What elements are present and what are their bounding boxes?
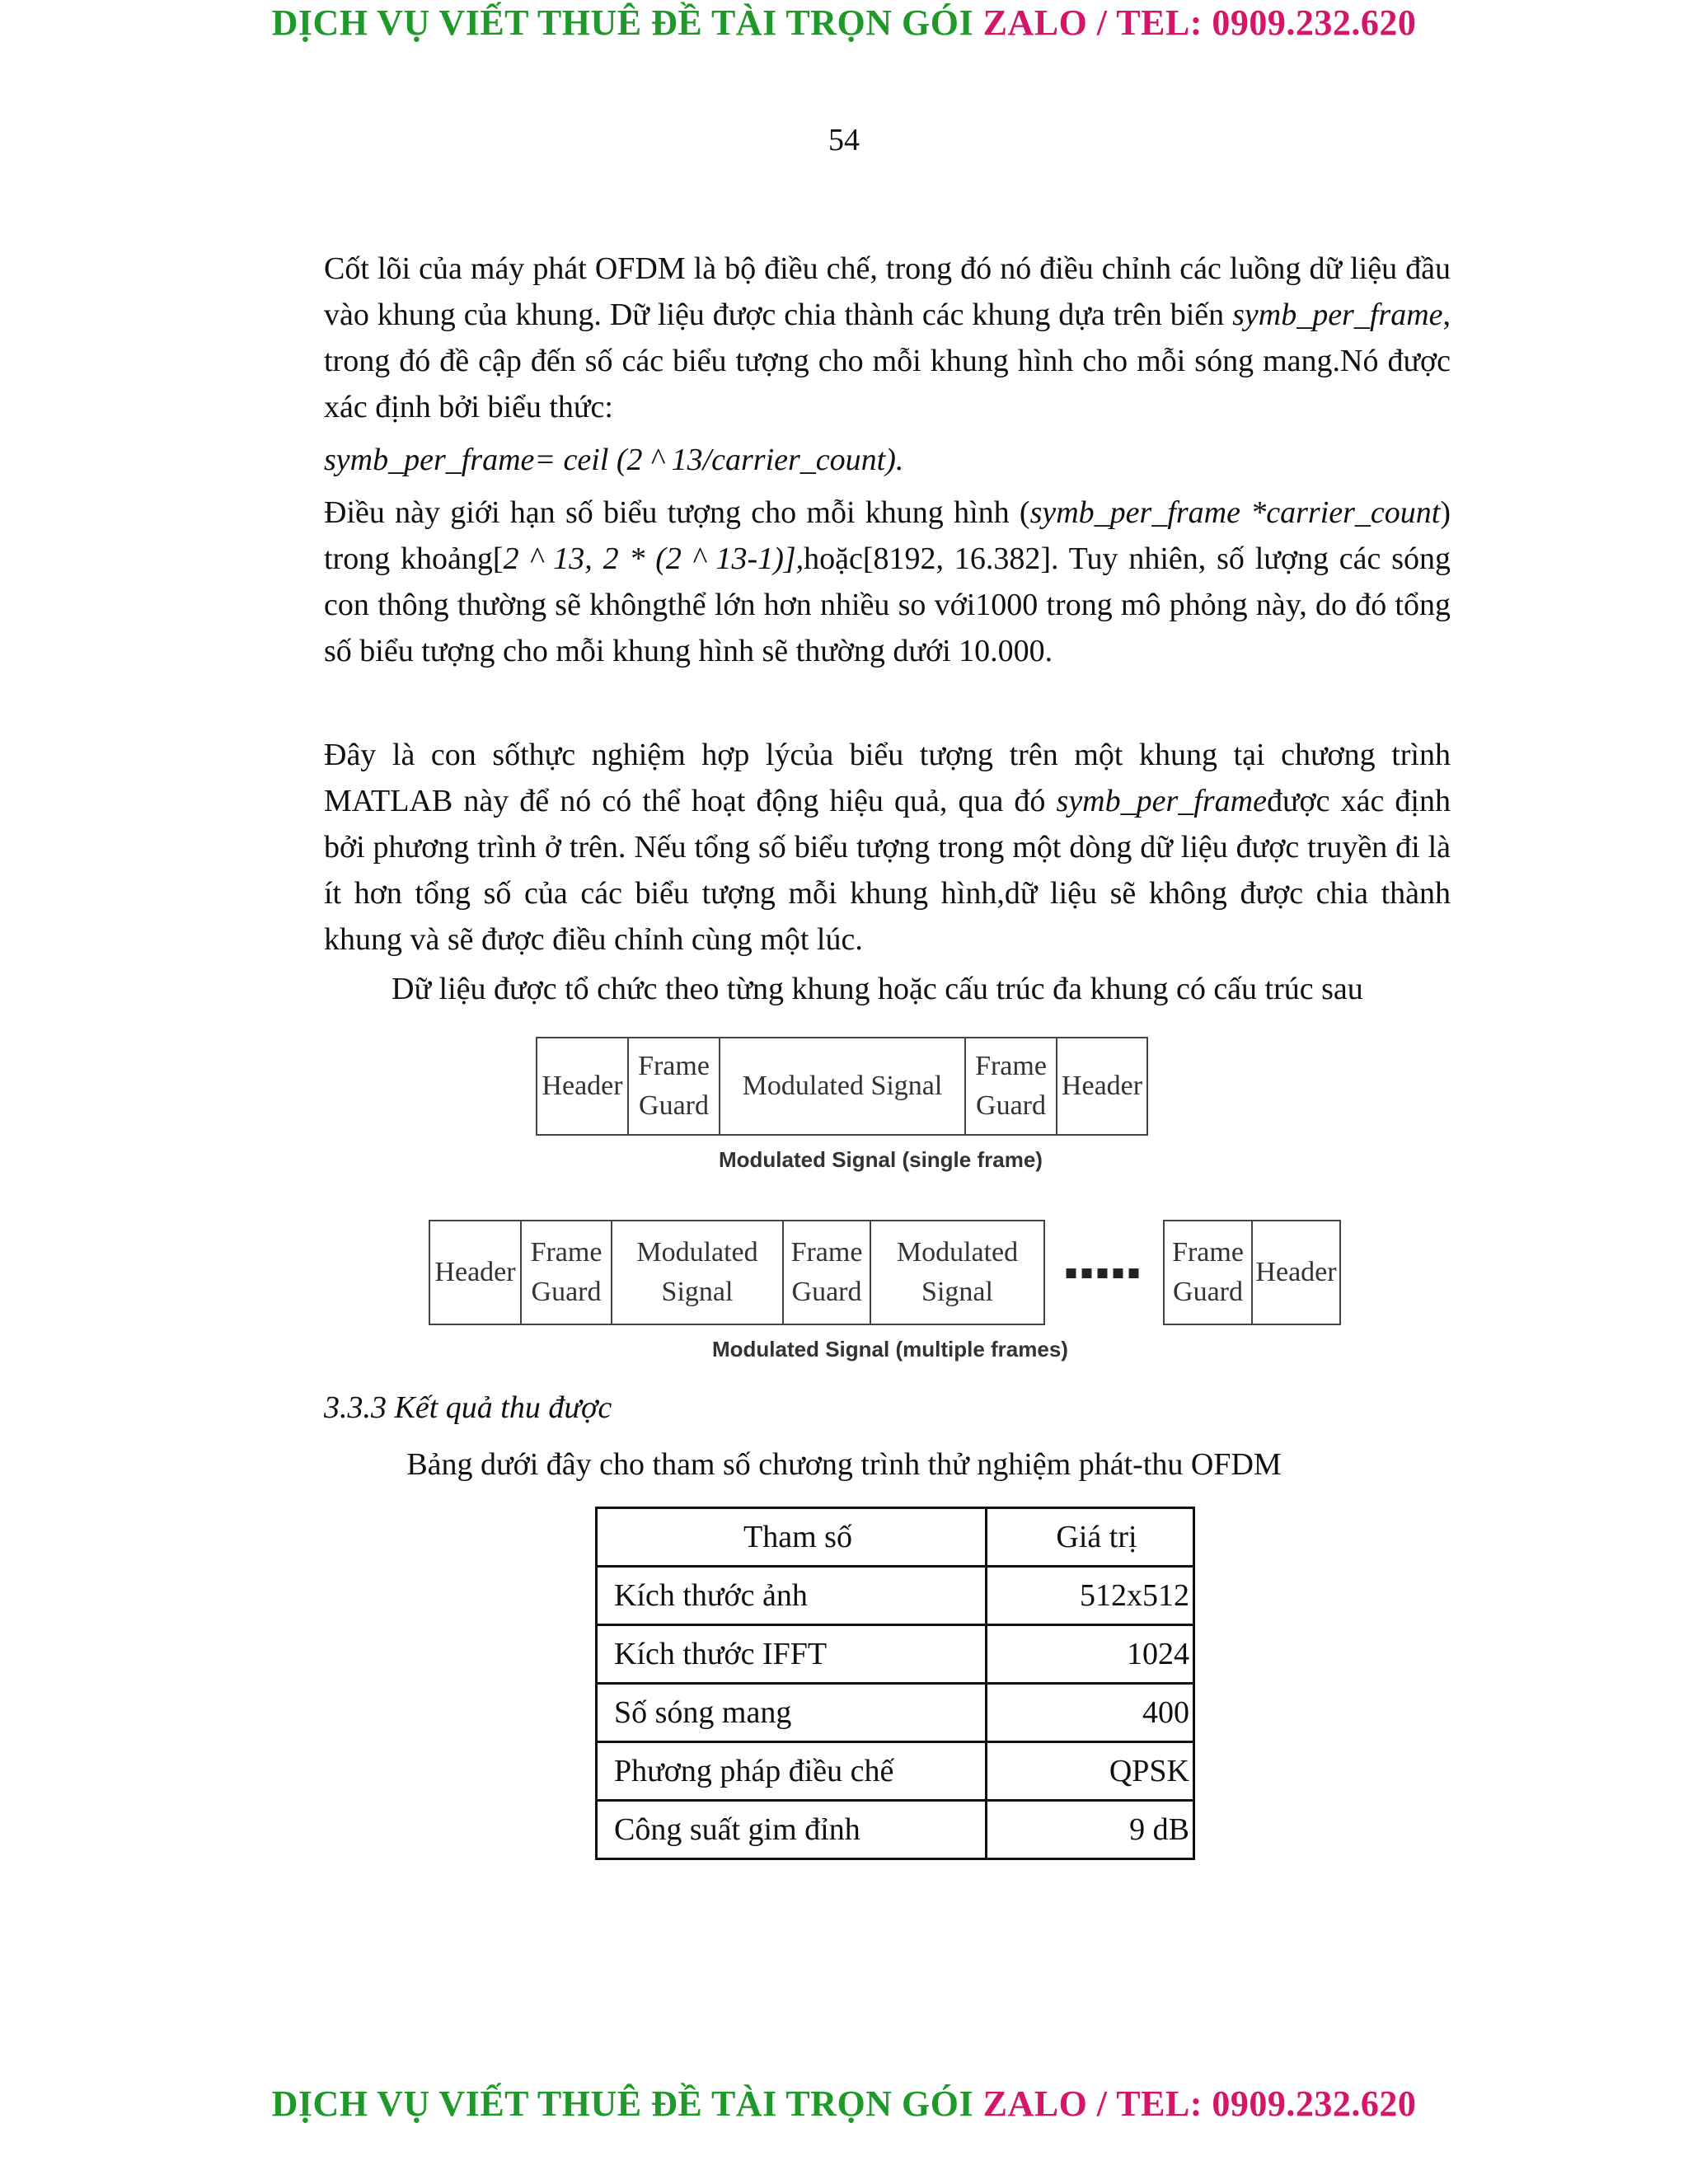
single-frame-diagram (536, 1037, 1146, 1136)
paragraph-1 (324, 246, 1451, 430)
paragraph-1-text-b: , trong đó đề cập đến số các biểu tượng cho mỗi khung hình cho mỗi sóng mang.Nó được xác định bởi biểu thức: (324, 298, 1451, 424)
paragraph-2-text-b: ) trong khoảng[ (324, 495, 1451, 576)
bottom-banner (0, 2083, 1688, 2125)
header-cell: Header (1251, 1220, 1341, 1325)
multiple-frames-caption: Modulated Signal (multiple frames) (712, 1337, 1068, 1361)
table-row (597, 1742, 1194, 1801)
formula: symb_per_frame= ceil (2 ^ 13/carrier_count). (324, 443, 904, 477)
table-cell-value: 1024 (987, 1625, 1194, 1684)
multiple-frames-diagram (429, 1220, 1339, 1325)
parameters-table (595, 1507, 1195, 1860)
ellipsis-dots: ▪▪▪▪▪ (1063, 1250, 1143, 1295)
body-text-block-2 (324, 732, 1451, 1012)
frame-guard-cell: Frame Guard (627, 1037, 720, 1136)
table-cell-param: Kích thước IFFT (597, 1625, 987, 1684)
top-banner (0, 2, 1688, 44)
table-cell-value: 9 dB (987, 1801, 1194, 1859)
paragraph-1-text-a: Cốt lõi của máy phát OFDM là bộ điều chế, trong đó nó điều chỉnh các luồng dữ liệu đầu vào khung của khung. Dữ liệu được chia thành các khung dựa trên biến (324, 251, 1451, 332)
paragraph-4: Dữ liệu được tổ chức theo từng khung hoặc cấu trúc đa khung có cấu trúc sau (392, 972, 1363, 1006)
table-cell-param: Phương pháp điều chế (597, 1742, 987, 1801)
frame-guard-cell: Frame Guard (964, 1037, 1057, 1136)
body-text-block-1 (324, 246, 1451, 674)
paragraph-2-text-c: hoặc[8192, 16.382]. Tuy nhiên, số lượng các sóng con thông thường sẽ khôngthể lớn hơn nhiều so với1000 trong mô phỏng này, do đó tổng số biểu tượng cho mỗi khung hình sẽ thường dưới 10.000. (324, 541, 1451, 668)
table-cell-param: Số sóng mang (597, 1684, 987, 1742)
paragraph-3-text-a: Đây là con sốthực nghiệm hợp lýcủa biểu tượng trên một khung tại chương trình MATLAB này để nó có thể hoạt động hiệu quả, qua đó (324, 738, 1451, 818)
modulated-signal-cell: Modulated Signal (870, 1220, 1045, 1325)
table-cell-value: QPSK (987, 1742, 1194, 1801)
header-cell: Header (536, 1037, 629, 1136)
table-header-row (597, 1508, 1194, 1567)
section-subheading: 3.3.3 Kết quả thu được (324, 1390, 612, 1425)
paragraph-2 (324, 490, 1451, 674)
single-frame-caption: Modulated Signal (single frame) (719, 1147, 1043, 1172)
paragraph-2-variable: symb_per_frame *carrier_count (1029, 495, 1441, 530)
table-header-value: Giá trị (987, 1508, 1194, 1567)
frame-guard-cell: Frame Guard (782, 1220, 871, 1325)
table-row (597, 1801, 1194, 1859)
header-cell: Header (1056, 1037, 1148, 1136)
page-number: 54 (828, 123, 860, 157)
paragraph-3 (324, 732, 1451, 963)
table-cell-param: Kích thước ảnh (597, 1567, 987, 1625)
paragraph-3-variable: symb_per_frame (1056, 784, 1267, 818)
table-row (597, 1567, 1194, 1625)
paragraph-1-variable: symb_per_frame (1232, 298, 1443, 332)
banner-service-text: DỊCH VỤ VIẾT THUÊ ĐỀ TÀI TRỌN GÓI (271, 2083, 983, 2124)
paragraph-2-text-a: Điều này giới hạn số biểu tượng cho mỗi khung hình ( (324, 495, 1030, 530)
paragraph-3-text-b: được xác định bởi phương trình ở trên. Nếu tổng số biểu tượng trong một dòng dữ liệu được truyền đi là ít hơn tổng số của các biểu tượng mỗi khung hình,dữ liệu sẽ không được chia thành khung và sẽ được điều chỉnh cùng một lúc. (324, 784, 1451, 957)
table-header-param: Tham số (597, 1508, 987, 1567)
table-cell-value: 400 (987, 1684, 1194, 1742)
banner-service-text: DỊCH VỤ VIẾT THUÊ ĐỀ TÀI TRỌN GÓI (271, 2, 983, 43)
frame-guard-cell: Frame Guard (520, 1220, 612, 1325)
modulated-signal-cell: Modulated Signal (611, 1220, 784, 1325)
frame-guard-cell: Frame Guard (1163, 1220, 1253, 1325)
banner-contact-text: ZALO / TEL: 0909.232.620 (982, 2, 1417, 43)
paragraph-2-range: 2 ^ 13, 2 * (2 ^ 13-1)], (503, 541, 804, 576)
table-cell-param: Công suất gim đỉnh (597, 1801, 987, 1859)
banner-contact-text: ZALO / TEL: 0909.232.620 (982, 2083, 1417, 2124)
table-row (597, 1625, 1194, 1684)
header-cell: Header (429, 1220, 522, 1325)
table-row (597, 1684, 1194, 1742)
table-cell-value: 512x512 (987, 1567, 1194, 1625)
table-caption: Bảng dưới đây cho tham số chương trình thử nghiệm phát-thu OFDM (406, 1447, 1282, 1482)
modulated-signal-cell: Modulated Signal (719, 1037, 966, 1136)
